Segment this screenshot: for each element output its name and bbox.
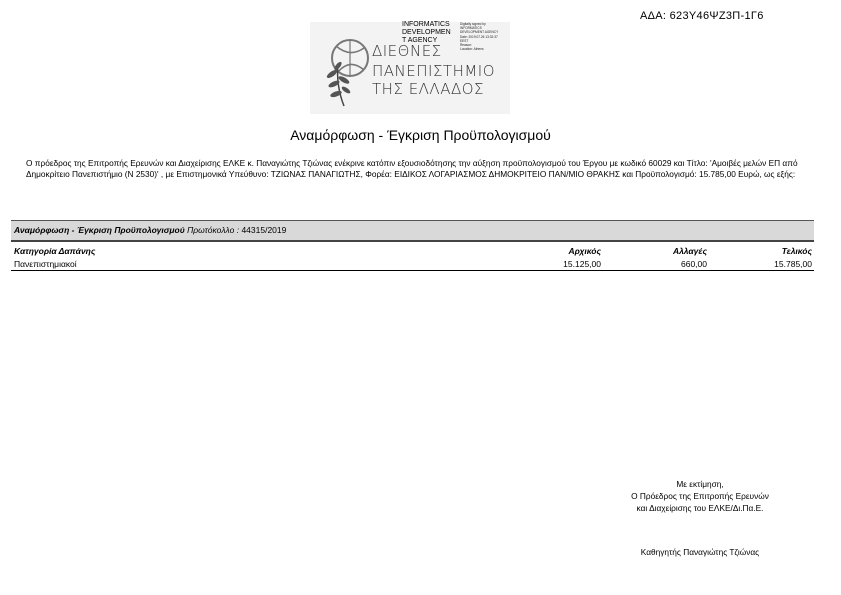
row-changes: 660,00: [681, 259, 707, 269]
olive-branch-emblem-icon: [314, 28, 374, 108]
ada-number: ΑΔΑ: 623Υ46ΨΖ3Π-1Γ6: [640, 10, 764, 22]
signatory-name: Καθηγητής Παναγιώτης Τζιώνας: [640, 547, 760, 557]
header-final: Τελικός: [781, 246, 812, 256]
document-title: Αναμόρφωση - Έγκριση Προϋπολογισμού: [290, 127, 551, 143]
section-header-text: [14, 225, 286, 235]
signatory-role: Ο Πρόεδρος της Επιτροπής Ερευνών: [631, 491, 769, 501]
intro-paragraph: Ο πρόεδρος της Επιτροπής Ερευνών και Διαχείρισης ΕΛΚΕ κ. Παναγιώτης Τζιώνας ενέκρινε κατόπιν εξουσιοδότησης την αύξηση προϋπολογισμού του Έργου με κωδικό 60029 και Τίτλο: 'Αμοιβές μελών ΕΠ από Δημοκρίτειο Πανεπιστήμιο (Ν 2530)' , με Επιστημονικά Υπεύθυνο: ΤΖΙΩΝΑΣ ΠΑΝΑΓΙΩΤΗΣ, Φορέα: ΕΙΔΙΚΟΣ ΛΟΓΑΡΙΑΣΜΟΣ ΔΗΜΟΚΡΙΤΕΙΟ ΠΑΝ/ΜΙΟ ΘΡΑΚΗΣ και Προϋπολογισμό: 15.785,00 Ευρώ, ως εξής:: [26, 158, 798, 179]
logo-line-1: ΔΙΕΘΝΕΣ: [372, 42, 442, 60]
logo-line-3: ΤΗΣ ΕΛΛΑΔΟΣ: [372, 80, 484, 98]
signatory-organisation: και Διαχείρισης του ΕΛΚΕ/Δι.Πα.Ε.: [636, 503, 764, 513]
header-changes: Αλλαγές: [672, 246, 707, 256]
protocol-label: Πρωτόκολλο :: [187, 225, 240, 235]
header-category: Κατηγορία Δαπάνης: [14, 246, 96, 256]
header-initial: Αρχικός: [568, 246, 601, 256]
row-final: 15.785,00: [774, 259, 812, 269]
section-title: Αναμόρφωση - Έγκριση Προϋπολογισμού: [14, 225, 185, 235]
logo-line-2: ΠΑΝΕΠΙΣΤΗΜΙΟ: [372, 62, 496, 80]
closing-regards: Με εκτίμηση,: [676, 479, 724, 489]
digital-signature-details: Digitally signed by INFORMATICS DEVELOPMENT AGENCY Date: 2019.07.26 13:32:37 EEST Reason: Location: Athens: [460, 22, 499, 52]
university-logo: [310, 18, 520, 116]
digital-signature-stamp: INFORMATICS DEVELOPMEN T AGENCY: [402, 21, 451, 44]
protocol-number: 44315/2019: [241, 225, 287, 235]
section-header-bar: [11, 220, 814, 242]
table-bottom-rule: [11, 270, 814, 271]
row-category: Πανεπιστημιακοί: [14, 259, 77, 269]
row-initial: 15.125,00: [563, 259, 601, 269]
